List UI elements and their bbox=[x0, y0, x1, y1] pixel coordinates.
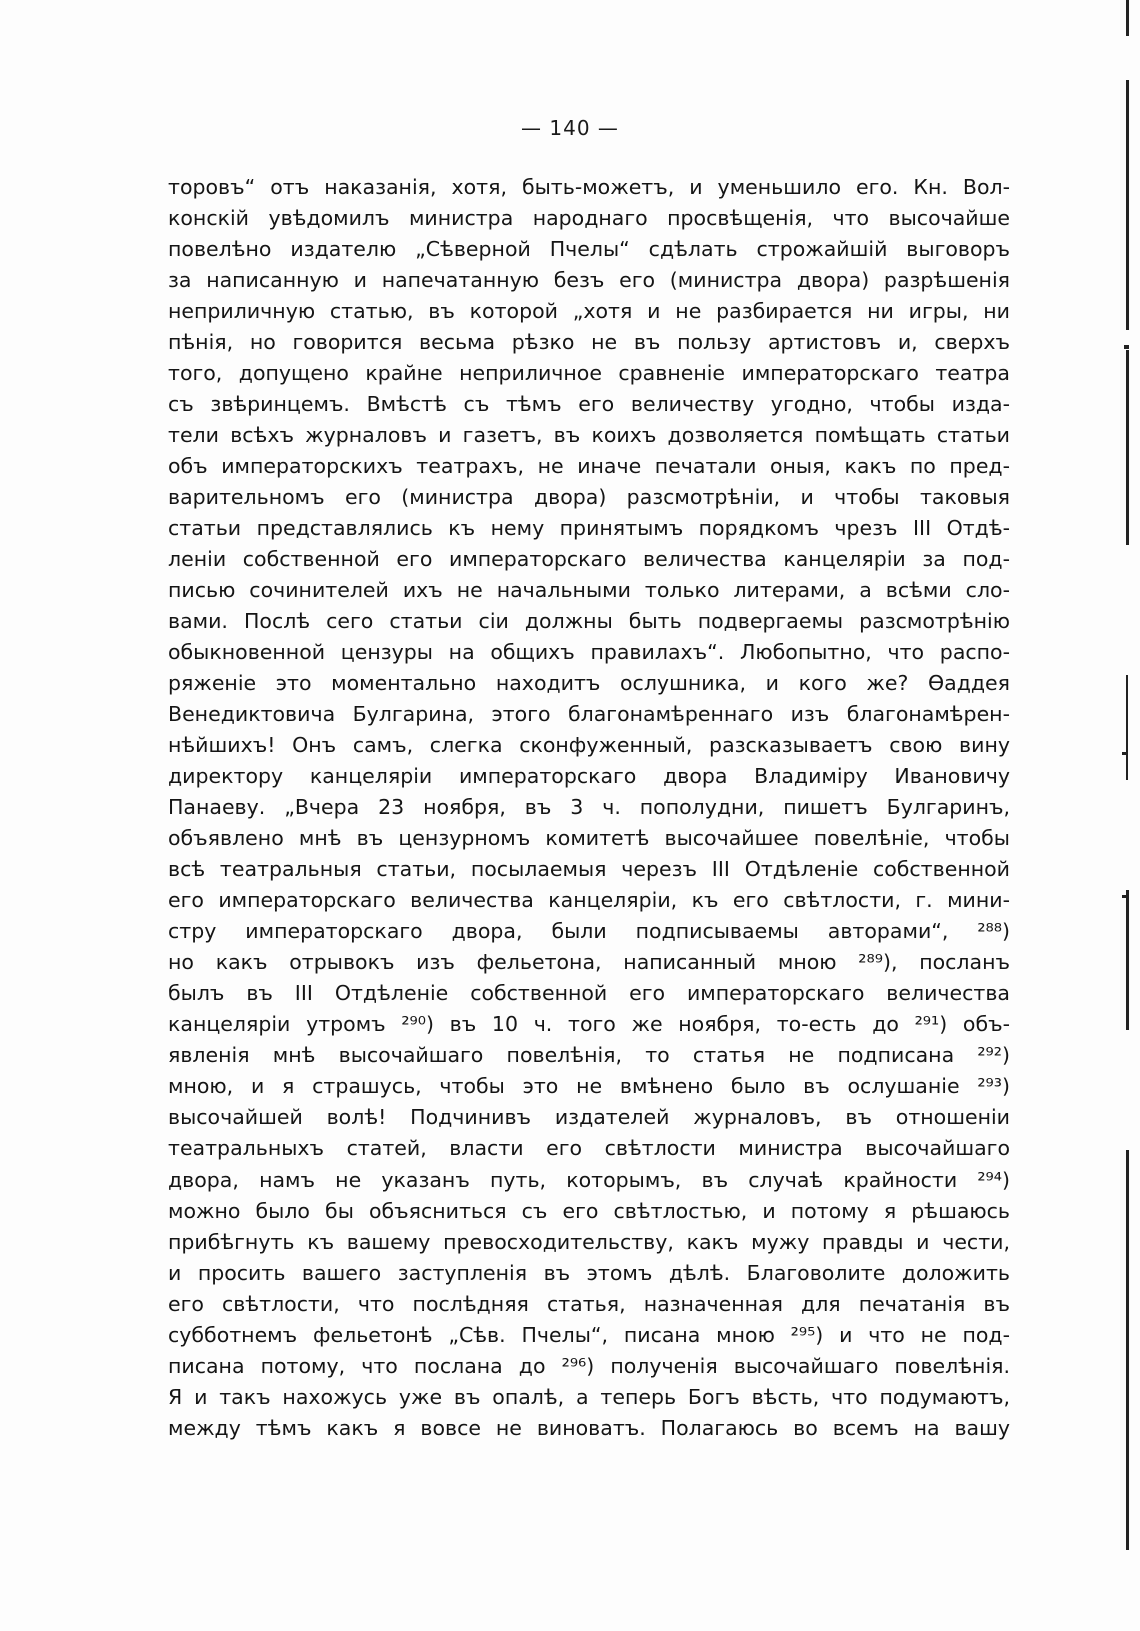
text-line: писана потому, что послана до ²⁹⁶) полученія высочайшаго повелѣнія. bbox=[168, 1353, 1010, 1378]
text-line: вами. Послѣ сего статьи сіи должны быть подвергаемы разсмотрѣнію bbox=[168, 609, 1010, 634]
text-line: пѣнія, но говорится весьма рѣзко не въ пользу артистовъ и, сверхъ bbox=[168, 330, 1010, 355]
page-number: — 140 — bbox=[521, 116, 619, 140]
text-line: канцеляріи утромъ ²⁹⁰) въ 10 ч. того же ноября, то-есть до ²⁹¹) объ- bbox=[168, 1012, 1010, 1037]
text-line: но какъ отрывокъ изъ фельетона, написанный мною ²⁸⁹), посланъ bbox=[168, 950, 1010, 975]
text-line: повелѣно издателю „Сѣверной Пчелы“ сдѣлать строжайшій выговоръ bbox=[168, 237, 1010, 262]
text-line: между тѣмъ какъ я вовсе не виноватъ. Полагаюсь во всемъ на вашу bbox=[168, 1415, 1010, 1440]
text-line: всѣ театральныя статьи, посылаемыя черезъ III Отдѣленіе собственной bbox=[168, 857, 1010, 882]
text-line: высочайшей волѣ! Подчинивъ издателей журналовъ, въ отношеніи bbox=[168, 1105, 1010, 1130]
scan-mark bbox=[1126, 80, 1129, 330]
text-line: варительномъ его (министра двора) разсмотрѣніи, и чтобы таковыя bbox=[168, 485, 1010, 510]
text-line: субботнемъ фельетонѣ „Сѣв. Пчелы“, писана мною ²⁹⁵) и что не под- bbox=[168, 1322, 1010, 1347]
text-line: объ императорскихъ театрахъ, не иначе печатали оныя, какъ по пред- bbox=[168, 454, 1010, 479]
text-line: Я и такъ нахожусь уже въ опалѣ, а теперь Богъ вѣсть, что подумаютъ, bbox=[168, 1384, 1010, 1409]
scan-mark bbox=[1124, 345, 1129, 349]
text-line: театральныхъ статей, власти его свѣтлости министра высочайшаго bbox=[168, 1136, 1010, 1161]
text-line: ряженіе это моментально находитъ ослушника, и кого же? Ѳаддея bbox=[168, 671, 1010, 696]
text-line: Панаеву. „Вчера 23 ноября, въ 3 ч. пополудни, пишетъ Булгаринъ, bbox=[168, 795, 1010, 820]
text-line: того, допущено крайне неприличное сравненіе императорскаго театра bbox=[168, 361, 1010, 386]
text-line: объявлено мнѣ въ цензурномъ комитетѣ высочайшее повелѣніе, чтобы bbox=[168, 826, 1010, 851]
text-line: тели всѣхъ журналовъ и газетъ, въ коихъ дозволяется помѣщать статьи bbox=[168, 423, 1010, 448]
text-line: и просить вашего заступленія въ этомъ дѣлѣ. Благоволите доложить bbox=[168, 1260, 1010, 1285]
text-line: двора, намъ не указанъ путь, которымъ, въ случаѣ крайности ²⁹⁴) bbox=[168, 1167, 1010, 1192]
scan-mark bbox=[1126, 0, 1129, 36]
text-line: Венедиктовича Булгарина, этого благонамѣреннаго изъ благонамѣрен- bbox=[168, 702, 1010, 727]
scan-edge-artifacts bbox=[1110, 0, 1140, 1631]
text-line: обыкновенной цензуры на общихъ правилахъ“. Любопытно, что распо- bbox=[168, 640, 1010, 665]
text-line: явленія мнѣ высочайшаго повелѣнія, то статья не подписана ²⁹²) bbox=[168, 1043, 1010, 1068]
text-line: стру императорскаго двора, были подписываемы авторами“, ²⁸⁸) bbox=[168, 919, 1010, 944]
text-line: неприличную статью, въ которой „хотя и не разбирается ни игры, ни bbox=[168, 299, 1010, 324]
scan-mark bbox=[1126, 890, 1129, 1030]
text-line: конскій увѣдомилъ министра народнаго просвѣщенія, что высочайше bbox=[168, 206, 1010, 231]
text-line: его императорскаго величества канцеляріи, къ его свѣтлости, г. мини- bbox=[168, 888, 1010, 913]
text-line: писью сочинителей ихъ не начальными только литерами, а всѣми сло- bbox=[168, 578, 1010, 603]
text-line: за написанную и напечатанную безъ его (министра двора) разрѣшенія bbox=[168, 268, 1010, 293]
text-line: мною, и я страшусь, чтобы это не вмѣнено было въ ослушаніе ²⁹³) bbox=[168, 1074, 1010, 1099]
text-line: директору канцеляріи императорскаго двора Владиміру Ивановичу bbox=[168, 764, 1010, 789]
text-line: статьи представлялись къ нему принятымъ порядкомъ чрезъ III Отдѣ- bbox=[168, 516, 1010, 541]
text-line: торовъ“ отъ наказанія, хотя, быть-можетъ, и уменьшило его. Кн. Вол- bbox=[168, 175, 1010, 199]
text-line: нѣйшихъ! Онъ самъ, слегка сконфуженный, разсказываетъ свою вину bbox=[168, 733, 1010, 758]
text-line: былъ въ III Отдѣленіе собственной его императорскаго величества bbox=[168, 981, 1010, 1006]
text-line: его свѣтлости, что послѣдняя статья, назначенная для печатанія въ bbox=[168, 1291, 1010, 1316]
text-line: можно было бы объясниться съ его свѣтлостью, и потому я рѣшаюсь bbox=[168, 1198, 1010, 1223]
text-line: прибѣгнуть къ вашему превосходительству, какъ мужу правды и чести, bbox=[168, 1229, 1010, 1254]
body-text bbox=[168, 172, 1010, 1444]
scan-mark bbox=[1126, 720, 1128, 780]
scan-mark bbox=[1126, 350, 1129, 545]
text-line: съ звѣринцемъ. Вмѣстѣ съ тѣмъ его величеству угодно, чтобы изда- bbox=[168, 392, 1010, 417]
text-line: леніи собственной его императорскаго величества канцеляріи за под- bbox=[168, 547, 1010, 572]
scan-mark bbox=[1126, 1150, 1129, 1550]
